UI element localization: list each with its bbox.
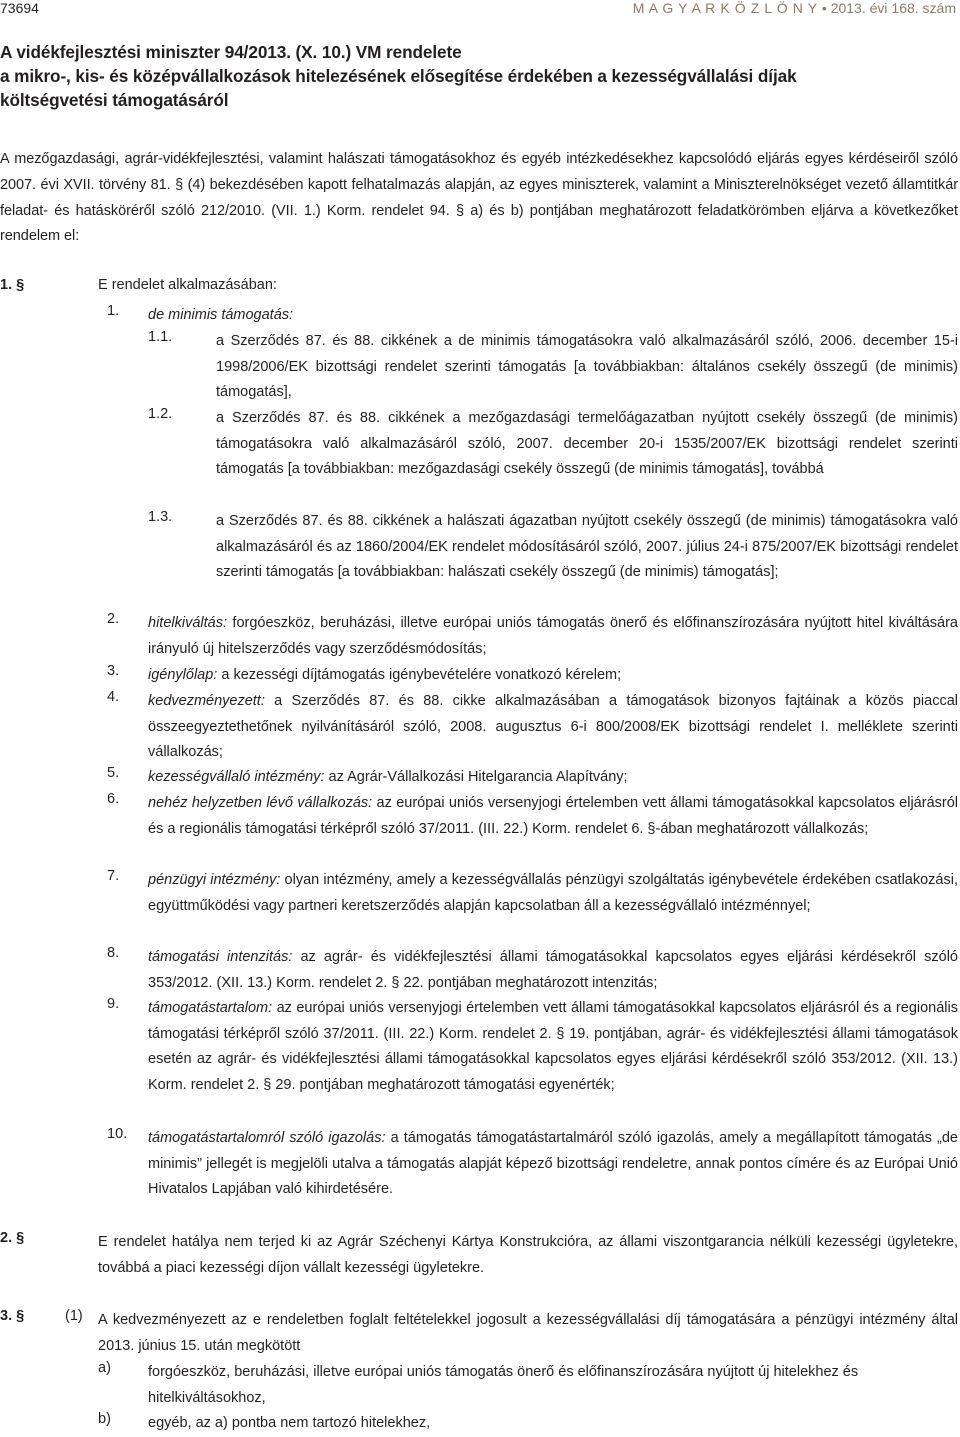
item-term: nehéz helyzetben lévő vállalkozás: <box>148 795 373 811</box>
preamble: A mezőgazdasági, agrár-vidékfejlesztési, valamint halászati támogatásokhoz és egyéb intézkedésekhez kapcsolódó eljárás egyes kérdéseiről szóló 2007. évi XVII. törvény 81. § (4) bekezdésében kapott felhatalmazás alapján, az egyes miniszterek, valamint a Miniszterelnökséget vezető államtitkár feladat- és hatásköréről szóló 212/2010. (VII. 1.) Korm. rendelet 94. § a) és b) pontjában meghatározott feladatkörömben eljárva a következőket rendelem el: <box>0 151 958 245</box>
section-number: 3. § <box>0 1308 25 1324</box>
item-body: az agrár- és vidékfejlesztési állami támogatásokkal kapcsolatos egyes eljárási kérdésekről szóló 353/2012. (XII. 13.) Korm. rendelet 2. § 22. pontjában meghatározott intenzitás; <box>148 949 958 991</box>
section-number: 2. § <box>0 1230 25 1246</box>
item-text <box>148 945 958 996</box>
sub-item-text: a Szerződés 87. és 88. cikkének a de minimis támogatásokra való alkalmazásáról szóló, 2006. december 15-i 1998/2006/EK bizottsági rendelet szerinti támogatás [a továbbiakban: általános csekély összegű (de minimis) támogatás], <box>216 333 958 401</box>
item-text <box>148 996 958 1098</box>
journal-name <box>633 0 956 16</box>
section-text: E rendelet hatálya nem terjed ki az Agrár Széchenyi Kártya Konstrukcióra, az állami viszontgarancia nélküli kezességi ügyletekre, továbbá a piaci kezességi díjon vállalt kezességi ügyletekre. <box>98 1234 958 1276</box>
item-body: olyan intézmény, amely a kezességvállalás pénzügyi szolgáltatás igénybevétele érdekében csatlakozási, együttműködési vagy partneri keretszerződés alapján kapcsolatban áll a kezességvállaló intézménnyel; <box>148 872 958 914</box>
sub-item-number: 1.1. <box>148 329 173 345</box>
item-number: 10. <box>107 1126 128 1142</box>
item-term: de minimis támogatás: <box>148 307 294 323</box>
item-text <box>148 303 958 329</box>
item-body: a Szerződés 87. és 88. cikke alkalmazásában a támogatások bizonyos fajtáinak a közös piaccal összeegyeztethetőnek nyilvánításáról szóló, 2008. augusztus 6-i 800/2008/EK bizottsági rendelet I. melléklete szerinti vállalkozás; <box>148 693 958 761</box>
letter-item-text: egyéb, az a) pontba nem tartozó hitelekhez, <box>148 1415 431 1431</box>
item-body: az Agrár-Vállalkozási Hitelgarancia Alapítvány; <box>324 769 628 785</box>
item-text <box>148 868 958 919</box>
sub-item-text: a Szerződés 87. és 88. cikkének a mezőgazdasági termelőágazatban nyújtott csekély összegű (de minimis) támogatásokra való alkalmazásáról szóló, 2007. december 20-i 1535/2007/EK bizottsági rendelet szerinti támogatás [a továbbiakban: mezőgazdasági csekély összegű (de minimis támogatás], továbbá <box>216 410 958 478</box>
letter-item-text: forgóeszköz, beruházási, illetve európai uniós támogatás önerő és előfinanszírozására nyújtott új hitelekhez és hitelkiváltásokhoz, <box>148 1364 859 1406</box>
item-number: 6. <box>107 791 120 807</box>
letter-item-label: a) <box>98 1360 111 1376</box>
item-term: támogatási intenzitás: <box>148 949 293 965</box>
page-number: 73694 <box>0 0 39 16</box>
title-line-3: költségvetési támogatásáról <box>0 90 229 110</box>
item-term: támogatástartalomról szóló igazolás: <box>148 1130 386 1146</box>
title-line-2: a mikro-, kis- és középvállalkozások hitelezésének elősegítése érdekében a kezességvállalási díjak <box>0 66 797 86</box>
item-number: 7. <box>107 868 120 884</box>
item-term: pénzügyi intézmény: <box>148 872 281 888</box>
item-body: az európai uniós versenyjogi értelemben vett állami támogatásokkal kapcsolatos eljárásról és a regionális támogatási térképről szóló 37/2011. (III. 22.) Korm. rendelet 6. §-ában meghatározott vállalkozás; <box>148 795 958 837</box>
item-text <box>148 1126 958 1203</box>
item-term: kedvezményezett: <box>148 693 265 709</box>
item-term: kezességvállaló intézmény: <box>148 769 325 785</box>
item-number: 5. <box>107 765 120 781</box>
item-number: 9. <box>107 996 120 1012</box>
item-number: 8. <box>107 945 120 961</box>
item-body: a kezességi díjtámogatás igénybevételére vonatkozó kérelem; <box>217 667 622 683</box>
title-line-1: A vidékfejlesztési miniszter 94/2013. (X. 10.) VM rendelete <box>0 42 462 62</box>
item-text <box>148 663 958 689</box>
item-term: hitelkiváltás: <box>148 615 227 631</box>
item-body: az európai uniós versenyjogi értelemben vett állami támogatásokkal kapcsolatos eljárásról és a regionális támogatási térképről szóló 37/2011. (III. 22.) Korm. rendelet 2. § 19. pontjában, agrár- és vidékfejlesztési állami támogatások esetén az agrár- és vidékfejlesztési állami támogatásokkal kapcsolatos egyes eljárási kérdésekről szóló 353/2012. (XII. 13.) Korm. rendelet 2. § 29. pontjában meghatározott támogatási egyenérték; <box>148 1000 958 1093</box>
item-term: igénylőlap: <box>148 667 218 683</box>
section-lead: E rendelet alkalmazásában: <box>98 277 277 293</box>
item-text <box>148 791 958 842</box>
item-number: 3. <box>107 663 120 679</box>
sub-item-number: 1.3. <box>148 509 173 525</box>
item-text <box>148 689 958 766</box>
page-header <box>0 0 960 22</box>
section-text: A kedvezményezett az e rendeletben foglalt feltételekkel jogosult a kezességvállalási díj támogatására a pénzügyi intézmény által 2013. június 15. után megkötött <box>98 1312 958 1354</box>
item-term: támogatástartalom: <box>148 1000 273 1016</box>
item-number: 1. <box>107 303 120 319</box>
journal-issue: • 2013. évi 168. szám <box>821 0 956 16</box>
sub-item-text: a Szerződés 87. és 88. cikkének a halászati ágazatban nyújtott csekély összegű (de minimis) támogatásokra való alkalmazásáról és az 1860/2004/EK rendelet módosításáról szóló, 2007. július 24-i 875/2007/EK bizottsági rendelet szerinti támogatás [a továbbiakban: halászati csekély összegű (de minimis) támogatás]; <box>216 513 958 581</box>
decree-title <box>0 40 950 112</box>
item-number: 2. <box>107 611 120 627</box>
item-number: 4. <box>107 689 120 705</box>
item-text <box>148 765 958 791</box>
section-number: 1. § <box>0 277 25 293</box>
item-text <box>148 611 958 662</box>
journal-title: M A G Y A R K Ö Z L Ö N Y <box>632 0 818 16</box>
letter-item-label: b) <box>98 1411 111 1427</box>
sub-item-number: 1.2. <box>148 406 173 422</box>
item-body: forgóeszköz, beruházási, illetve európai uniós támogatás önerő és előfinanszírozására nyújtott hitel kiváltására irányuló új hitelszerződés vagy szerződésmódosítás; <box>148 615 958 657</box>
item-body: a támogatás támogatástartalmáról szóló igazolás, amely a megállapított támogatás „de minimis” jellegét is megjelöli utalva a támogatás alapját képező bizottsági rendeletre, annak pontos címére és az Európai Unió Hivatalos Lapjában való kihirdetésére. <box>148 1130 958 1198</box>
paragraph-number: (1) <box>65 1308 83 1324</box>
